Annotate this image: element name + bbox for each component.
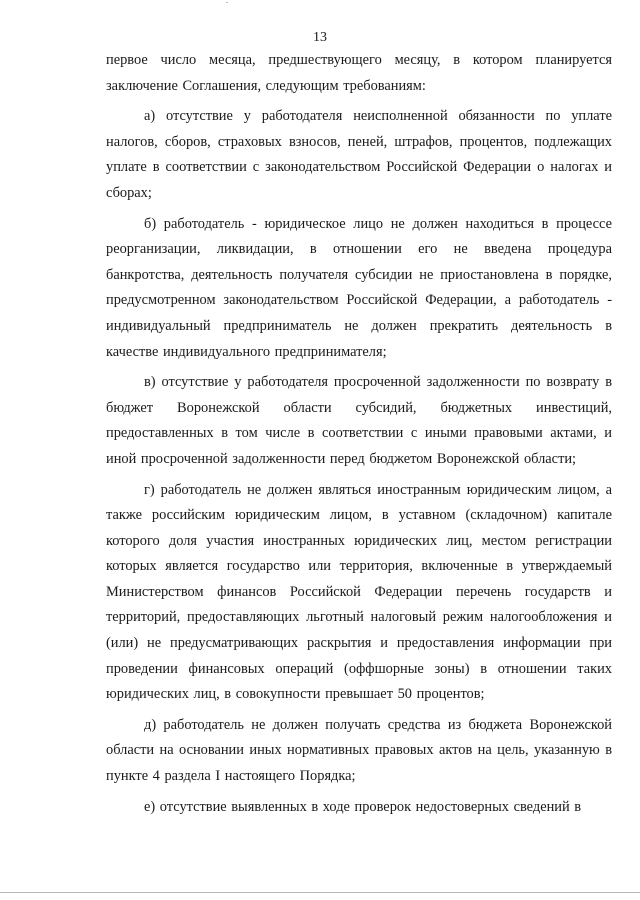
document-body: [106, 48, 612, 825]
paragraph-item-v: в) отсутствие у работодателя просроченной задолженности по возврату в бюджет Воронежской области субсидий, бюджетных инвестиций, предоставленных в том числе в соответствии с иными правовыми актами, и иной просроченной задолженности перед бюджетом Воронежской области;: [106, 374, 612, 467]
paragraph-item-b: б) работодатель - юридическое лицо не должен находиться в процессе реорганизации, ликвидации, в отношении его не введена процедура банкротства, деятельность получателя субсидии не приостановлена в порядке, предусмотренном законодательством Российской Федерации, а работодатель - индивидуальный предприниматель не должен прекратить деятельность в качестве индивидуального предпринимателя;: [106, 215, 612, 360]
paragraph-item-d: д) работодатель не должен получать средства из бюджета Воронежской области на основании иных нормативных правовых актов на цель, указанную в пункте 4 раздела I настоящего Порядка;: [106, 716, 612, 785]
paragraph-item-g: г) работодатель не должен являться иностранным юридическим лицом, а также российским юридическим лицом, в уставном (складочном) капитале которого доля участия иностранных юридических лиц, местом регистрации которых является государство или территория, включенные в утверждаемый Министерством финансов Российской Федерации перечень государств и территорий, предоставляющих льготный налоговый режим налогообложения и (или) не предусматривающих раскрытия и предоставления информации при проведении финансовых операций (оффшорные зоны) в отношении таких юридических лиц, в совокупности превышает 50 процентов;: [106, 481, 612, 703]
page-number: 13: [313, 30, 327, 45]
page-bottom-edge: [0, 892, 640, 893]
paragraph-item-a: а) отсутствие у работодателя неисполненной обязанности по уплате налогов, сборов, страховых взносов, пеней, штрафов, процентов, подлежащих уплате в соответствии с законодательством Российской Федерации о налогах и сборах;: [106, 108, 612, 201]
scan-speck: [226, 2, 228, 3]
paragraph-continuation: первое число месяца, предшествующего месяцу, в котором планируется заключение Соглашения, следующим требованиям:: [106, 52, 612, 94]
paragraph-item-e: е) отсутствие выявленных в ходе проверок недостоверных сведений в: [144, 798, 582, 815]
